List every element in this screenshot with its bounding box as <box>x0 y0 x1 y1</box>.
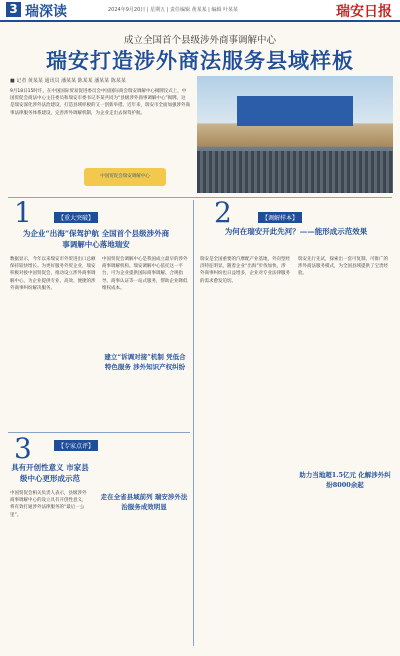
masthead-meta: 2024年9月20日 | 星期五 | 责任编辑 黄某某 | 编辑 叶某某 <box>108 7 239 13</box>
section-3-subhead: 具有开创性意义 市家县级中心更形成示范 <box>11 463 89 483</box>
divider-section-3 <box>8 432 190 433</box>
divider-middle <box>193 200 194 646</box>
section-number: 3 <box>6 2 21 17</box>
section-2-body-a: 瑞安是全国重要的汽摩配产业基地，外向型经济特征明显。随着企业“出海”步伐加快，涉外商事纠纷也日益增多，企业对专业法律服务的需求愈发迫切。 <box>200 257 290 284</box>
photo-stage <box>237 96 353 126</box>
event-photo <box>197 76 393 193</box>
article-lead: 9月18日15时许，在中国国际贸易促进委员会中国国际商会瑞安调解中心揭牌仪式上，中国贸促会商法中心主任委员和瑞安市委书记李某共同为“县级涉外商事调解中心”揭牌。这是瑞安深化涉外法治建设、打造县域样板的又一创新举措。近年来，瑞安市全面加强涉外商事法律服务体系建设，完善涉外调解机制，为企业走出去保驾护航。 <box>10 89 190 116</box>
section-2-tag: 【调解样本】 <box>258 212 302 223</box>
pull-quote-1: 建立“诉调对接”机制 凭低合特色服务 涉外知识产权纠纷 <box>104 353 186 371</box>
article-headline: 瑞安打造涉外商法服务县域样板 <box>46 48 354 73</box>
pull-quote-2: 走在全省县域前列 瑞安涉外法治服务成效明显 <box>100 493 188 511</box>
section-2-number: 2 <box>214 196 232 229</box>
section-1-tag: 【重大突破】 <box>54 212 98 223</box>
section-3-number: 3 <box>14 432 32 465</box>
divider-top <box>8 197 392 198</box>
newspaper-brand: 瑞安日报 <box>336 4 392 20</box>
section-name: 瑞深读 <box>25 4 67 20</box>
section-1-body-a: 数据显示，今年以来瑞安市外贸进出口总额保持较快增长。为更好服务外贸企业，瑞安积极对接中国贸促会，推动设立涉外商事调解中心，为企业提供专业、高效、便捷的涉外商事纠纷解决服务。 <box>10 257 96 291</box>
pull-quote-3: 助力当地超1.5亿元 化解涉外纠纷8000余起 <box>299 471 391 489</box>
section-3-body-a: 中国贸促会相关负责人表示，县级涉外商事调解中心的设立具有开创性意义，将有效打通涉外法律服务的“最后一公里”。 <box>10 491 87 518</box>
article-reporters: ■ 记者 黄某某 通讯员 潘某某 陈某某 潘某某 陈某某 <box>10 78 126 84</box>
section-2-body-b: 瑞安先行先试，探索出一套可复制、可推广的涉外商法服务模式，为全国县域提供了宝贵经验。 <box>298 257 388 277</box>
article-kicker: 成立全国首个县级涉外商事调解中心 <box>123 35 276 46</box>
section-3-tag: 【专家点评】 <box>54 440 98 451</box>
masthead-bar <box>0 0 400 22</box>
section-2-subhead: 为何在瑞安开此先河？——能形成示范效果 <box>224 227 368 236</box>
section-1-subhead: 为企业“出海”保驾护航 全国首个县级涉外商事调解中心落地瑞安 <box>22 229 170 249</box>
photo-crowd <box>197 151 393 193</box>
section-1-number: 1 <box>14 196 32 229</box>
photo-badge: 中国贸促会瑞安调解中心 <box>84 168 166 186</box>
section-1-body-b: 中国贸促会调解中心是我国成立最早的涉外商事调解机构。瑞安调解中心依托这一平台，可为企业提供国际商事调解、合规指导、商事认证等一站式服务，帮助企业降低维权成本。 <box>102 257 188 291</box>
